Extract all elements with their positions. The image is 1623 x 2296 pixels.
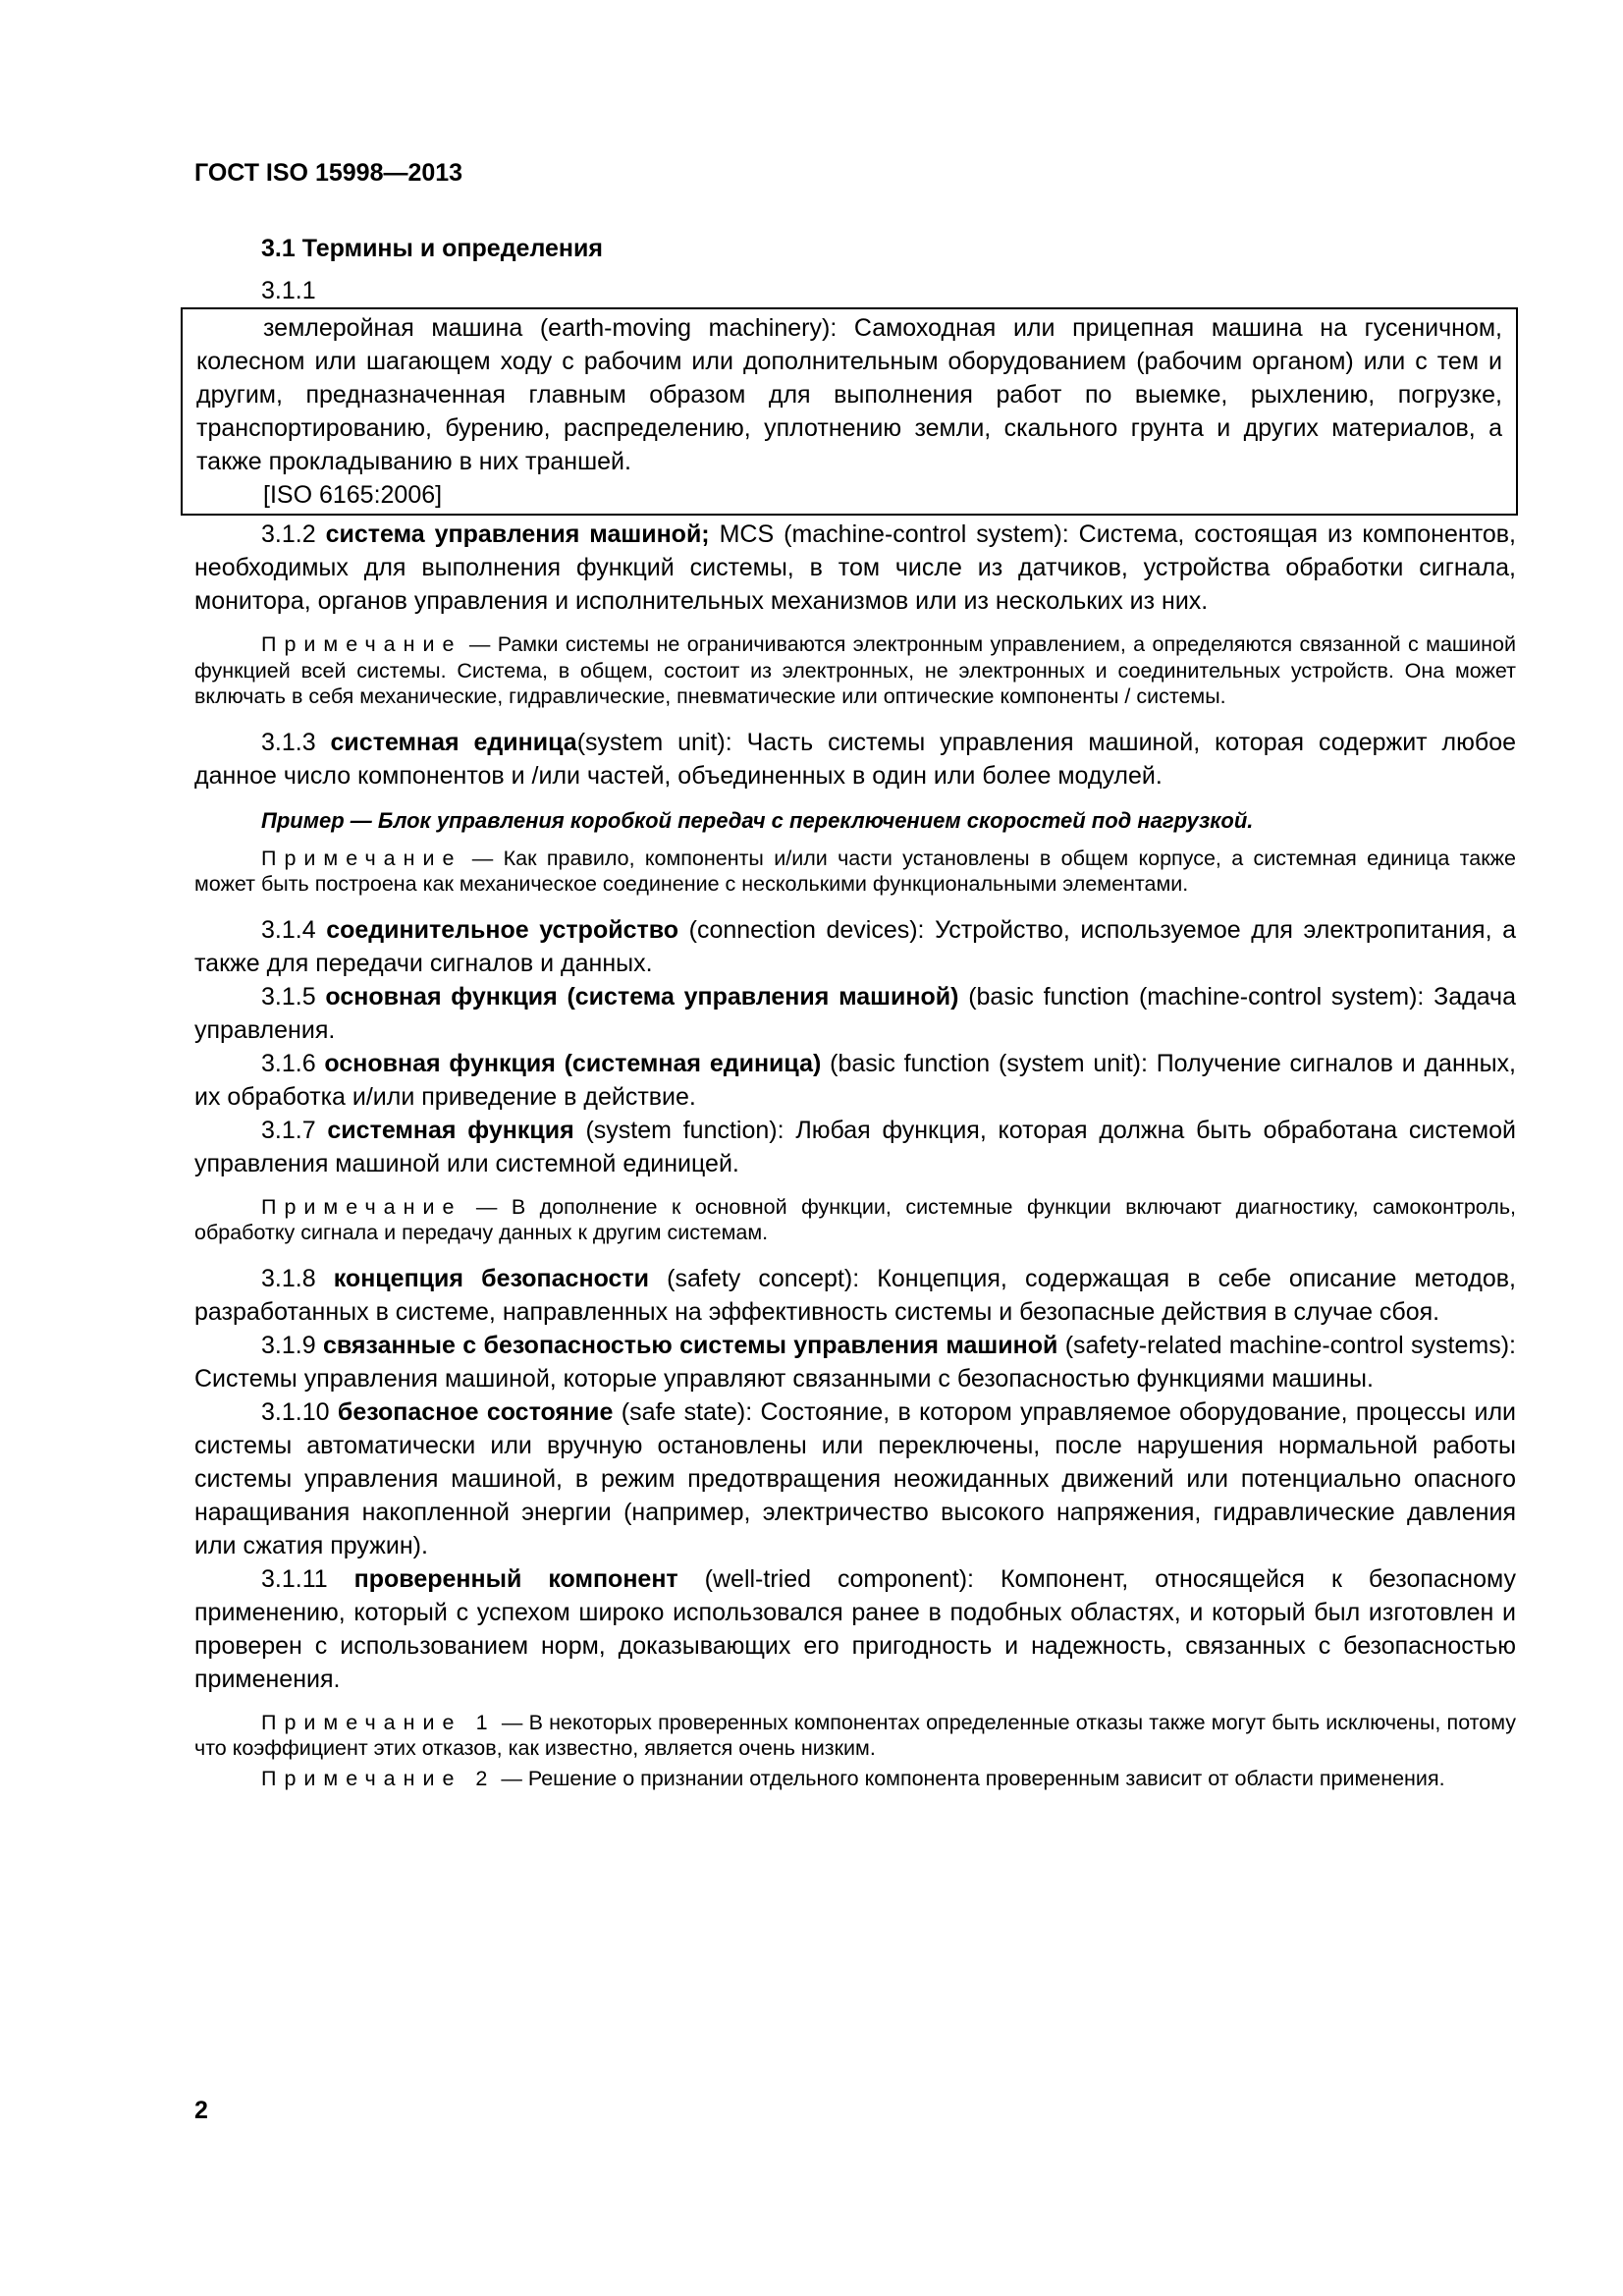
term-name: проверенный компонент bbox=[353, 1564, 678, 1593]
term-number: 3.1.9 bbox=[261, 1331, 316, 1359]
term-name: связанные с безопасностью системы управления машиной bbox=[322, 1331, 1058, 1359]
term-name: соединительное устройство bbox=[326, 915, 679, 944]
term-name: системная единица bbox=[330, 728, 577, 756]
term-text: (system unit): Часть системы управления машиной, которая содержит любое данное число компонентов и /или частей, объединенных в один или более модулей. bbox=[194, 728, 1517, 790]
term-3-1-7 bbox=[194, 1114, 1516, 1180]
document-page bbox=[194, 157, 1516, 1791]
term-number: 3.1.5 bbox=[261, 982, 316, 1011]
term-3-1-6 bbox=[194, 1047, 1516, 1114]
term-name: основная функция (системная единица) bbox=[324, 1049, 822, 1077]
page-number: 2 bbox=[194, 2097, 208, 2124]
term-name: система управления машиной; bbox=[325, 520, 710, 548]
term-name: безопасное состояние bbox=[337, 1397, 614, 1426]
term-text: (basic function (machine-control system): Задача управления. bbox=[194, 982, 1516, 1044]
term-3-1-11 bbox=[194, 1562, 1516, 1696]
term-3-1-4 bbox=[194, 913, 1516, 980]
term-number: 3.1.10 bbox=[261, 1397, 330, 1426]
term-number: 3.1.2 bbox=[261, 520, 316, 548]
term-text: (basic function (system unit): Получение сигналов и данных, их обработка и/или приведение в действие. bbox=[194, 1049, 1516, 1111]
note-1-3-1-11 bbox=[194, 1710, 1516, 1762]
term-3-1-8 bbox=[194, 1262, 1516, 1329]
note-3-1-3 bbox=[194, 846, 1516, 898]
note-label: Примечание bbox=[261, 846, 462, 870]
note-text: — Как правило, компоненты и/или части установлены в общем корпусе, а системная единица также может быть построена как механическое соединение с несколькими функциональными элементами. bbox=[194, 846, 1516, 896]
note-text: — В дополнение к основной функции, системные функции включают диагностику, самоконтроль, обработку сигнала и передачу данных к другим системам. bbox=[194, 1194, 1516, 1244]
term-name: концепция безопасности bbox=[333, 1264, 650, 1292]
term-number: 3.1.8 bbox=[261, 1264, 316, 1292]
term-text: (safe state): Состояние, в котором управляемое оборудование, процессы или системы автоматически или вручную остановлены или переключены, после нарушения нормальной работы системы управления машиной, в режим предотвращения неожиданных движений или потенциально опасного наращивания накопленной энергии (например, электричество высокого напряжения, гидравлические давления или сжатия пружин). bbox=[194, 1397, 1516, 1559]
note-label: Примечание bbox=[261, 632, 462, 656]
term-number: 3.1.7 bbox=[261, 1116, 316, 1144]
term-text: MCS (machine-control system): Система, состоящая из компонентов, необходимых для выполнения функций системы, в том числе из датчиков, устройства обработки сигнала, монитора, органов управления и исполнительных механизмов или из нескольких из них. bbox=[194, 520, 1516, 615]
term-number: 3.1.3 bbox=[261, 728, 316, 756]
term-text: (connection devices): Устройство, используемое для электропитания, а также для передачи сигналов и данных. bbox=[194, 915, 1517, 977]
term-text: (system function): Любая функция, которая должна быть обработана системой управления машиной или системной единицей. bbox=[194, 1116, 1516, 1177]
term-3-1-1-text: землеройная машина (earth-moving machinery): Самоходная или прицепная машина на гусеничном, колесном или шагающем ходу с рабочим или дополнительным оборудованием (рабочим органом) или с тем и другим, предназначенная главным образом для выполнения работ по выемке, рыхлению, погрузке, транспортированию, бурению, распределению, уплотнению земли, скального грунта и других материалов, а также прокладыванию в них траншей. bbox=[196, 314, 1502, 475]
running-header: ГОСТ ISO 15998—2013 bbox=[194, 159, 463, 187]
note-label: Примечание bbox=[261, 1194, 462, 1219]
term-3-1-2 bbox=[194, 518, 1516, 618]
term-3-1-9 bbox=[194, 1329, 1516, 1395]
term-3-1-1-reference: [ISO 6165:2006] bbox=[263, 481, 443, 509]
section-title: 3.1 Термины и определения bbox=[261, 235, 603, 262]
note-3-1-2 bbox=[194, 631, 1516, 710]
term-number-3-1-1: 3.1.1 bbox=[261, 277, 316, 304]
term-definition-box bbox=[181, 307, 1518, 516]
term-3-1-3 bbox=[194, 726, 1516, 793]
example-3-1-3: Пример — Блок управления коробкой передач с переключением скоростей под нагрузкой. bbox=[261, 807, 1254, 833]
term-number: 3.1.4 bbox=[261, 915, 316, 944]
term-name: основная функция (система управления машиной) bbox=[325, 982, 959, 1011]
note-text: — Рамки системы не ограничиваются электронным управлением, а определяются связанной с машиной функцией всей системы. Система, в общем, состоит из электронных, не электронных и соединительных устройств. Она может включать в себя механические, гидравлические, пневматические или оптические компоненты / системы. bbox=[194, 632, 1516, 708]
term-name: системная функция bbox=[327, 1116, 574, 1144]
note-2-3-1-11 bbox=[194, 1766, 1516, 1792]
term-text: (safety-related machine-control systems): Системы управления машиной, которые управляют связанными с безопасностью функциями машины. bbox=[194, 1331, 1516, 1393]
term-3-1-5 bbox=[194, 980, 1516, 1047]
note-3-1-7 bbox=[194, 1194, 1516, 1246]
term-number: 3.1.11 bbox=[261, 1564, 328, 1593]
note-text: — Решение о признании отдельного компонента проверенным зависит от области применения. bbox=[495, 1766, 1445, 1790]
note-label: Примечание 2 bbox=[261, 1766, 496, 1790]
term-text: (safety concept): Концепция, содержащая в себе описание методов, разработанных в системе, направленных на эффективность системы и безопасные действия в случае сбоя. bbox=[194, 1264, 1516, 1326]
term-3-1-10 bbox=[194, 1395, 1516, 1562]
note-label: Примечание 1 bbox=[261, 1710, 496, 1734]
term-number: 3.1.6 bbox=[261, 1049, 316, 1077]
term-text: (well-tried component): Компонент, относящейся к безопасному применению, который с успехом широко использовался ранее в подобных областях, и который был изготовлен и проверен с использованием норм, доказывающих его пригодность и надежность, связанных с безопасностью применения. bbox=[194, 1564, 1516, 1693]
note-text: — В некоторых проверенных компонентах определенные отказы также могут быть исключены, потому что коэффициент этих отказов, как известно, является очень низким. bbox=[194, 1710, 1517, 1760]
